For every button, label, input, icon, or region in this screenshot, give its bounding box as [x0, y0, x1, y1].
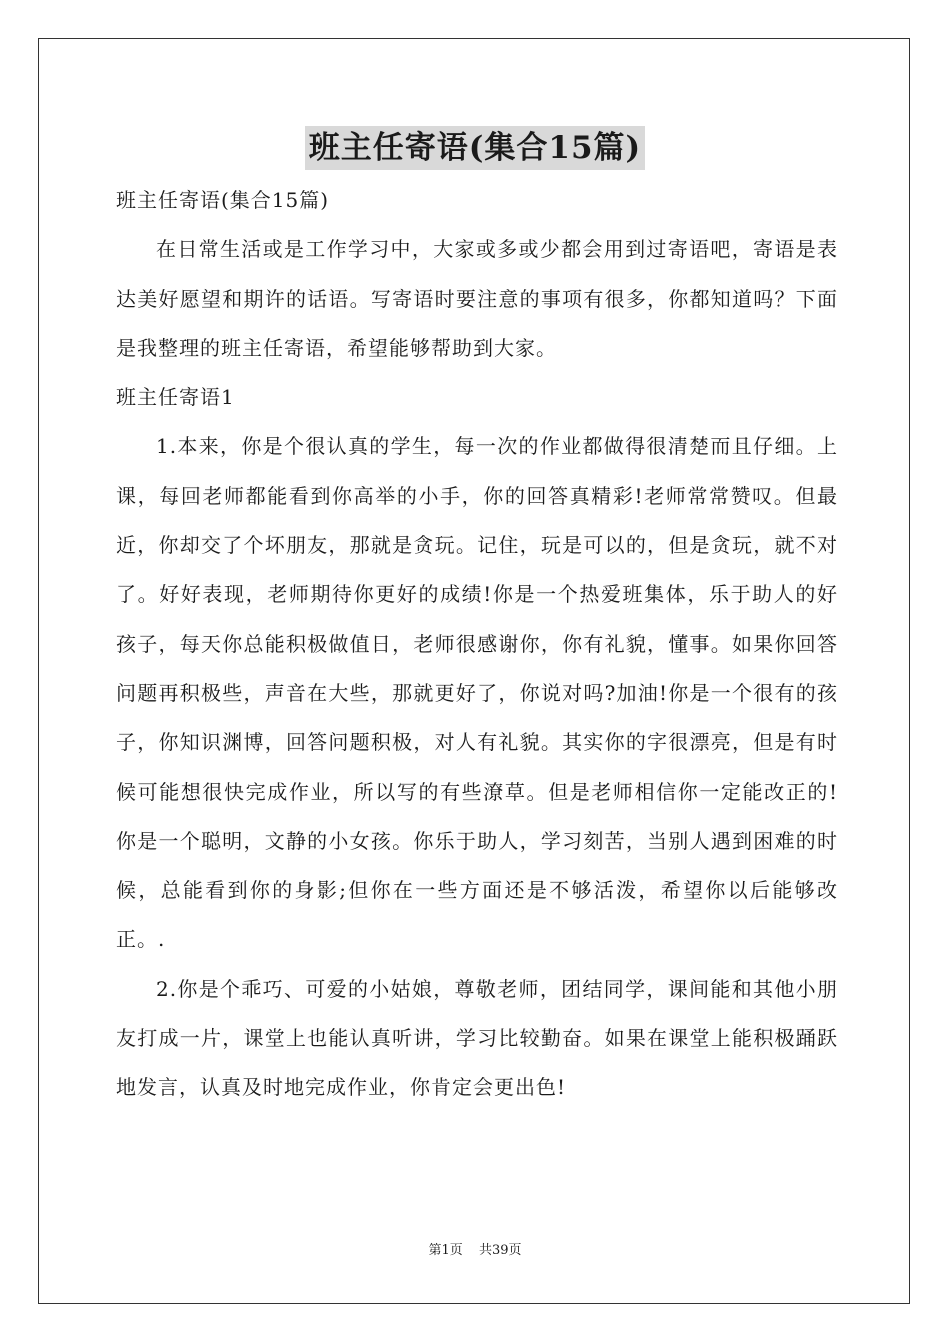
- intro-paragraph: 在日常生活或是工作学习中，大家或多或少都会用到过寄语吧，寄语是表达美好愿望和期许的话语。写寄语时要注意的事项有很多，你都知道吗？下面是我整理的班主任寄语，希望能够帮助到大家。: [116, 237, 838, 360]
- page-total: 共39页: [478, 1243, 522, 1258]
- document-body: [116, 176, 838, 1113]
- paragraph-2: 2.你是个乖巧、可爱的小姑娘，尊敬老师，团结同学，课间能和其他小朋友打成一片，课堂上也能认真听讲，学习比较勤奋。如果在课堂上能积极踊跃地发言，认真及时地完成作业，你肯定会更出色!: [116, 976, 838, 1100]
- section-heading: 班主任寄语1: [116, 385, 235, 410]
- document-title: 班主任寄语(集合15篇): [305, 126, 645, 170]
- page-number: 第1页: [428, 1243, 463, 1258]
- document-subtitle: 班主任寄语(集合15篇): [116, 188, 330, 212]
- title-container: [0, 126, 950, 170]
- page-footer: [0, 1242, 950, 1260]
- paragraph-1: 1.本来，你是个很认真的学生，每一次的作业都做得很清楚而且仔细。上课，每回老师都能看到你高举的小手，你的回答真精彩!老师常常赞叹。但最近，你却交了个坏朋友，那就是贪玩。记住，玩是可以的，但是贪玩，就不对了。好好表现，老师期待你更好的成绩!你是一个热爱班集体，乐于助人的好孩子，每天你总能积极做值日，老师很感谢你，你有礼貌，懂事。如果你回答问题再积极些，声音在大些，那就更好了，你说对吗?加油!你是一个很有的孩子，你知识渊博，回答问题积极，对人有礼貌。其实你的字很漂亮，但是有时候可能想很快完成作业，所以写的有些潦草。但是老师相信你一定能改正的!你是一个聪明，文静的小女孩。你乐于助人，学习刻苦，当别人遇到困难的时候，总能看到你的身影;但你在一些方面还是不够活泼，希望你以后能够改正。.: [116, 434, 838, 952]
